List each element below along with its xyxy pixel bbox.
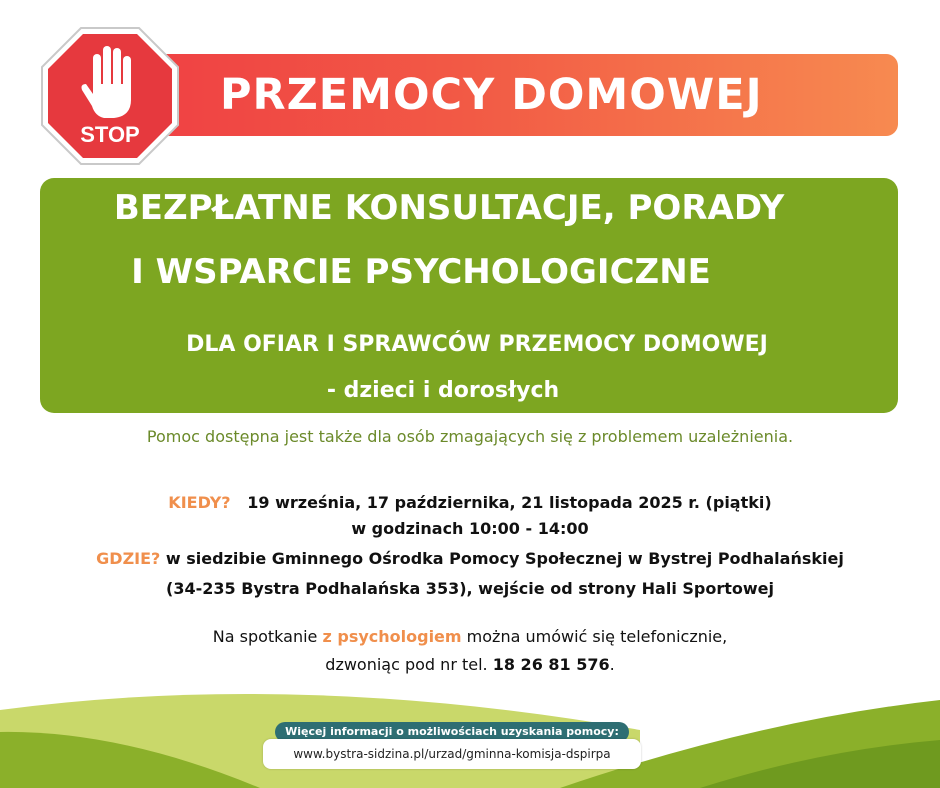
contact-highlight: z psychologiem [322, 627, 462, 646]
help-note: Pomoc dostępna jest także dla osób zmagających się z problemem uzależnienia. [146, 427, 794, 446]
hours-line: w godzinach 10:00 - 14:00 [351, 519, 589, 538]
headline-line-1: BEZPŁATNE KONSULTACJE, PORADY [113, 188, 785, 228]
more-info-label: Więcej informacji o możliwościach uzyskania pomocy: [275, 722, 629, 742]
contact-line2-suffix: . [609, 655, 615, 674]
audience-line: DLA OFIAR I SPRAWCÓW PRZEMOCY DOMOWEJ [186, 332, 768, 357]
banner-title: PRZEMOCY DOMOWEJ [220, 70, 763, 120]
stop-sign-icon [40, 26, 180, 166]
contact-suffix: można umówić się telefonicznie, [461, 627, 728, 646]
when-line [0, 490, 940, 516]
contact-prefix: Na spotkanie [212, 627, 323, 646]
contact-line-1 [0, 624, 940, 650]
audience-subline: - dzieci i dorosłych [326, 378, 560, 403]
when-dates: 19 września, 17 października, 21 listopada 2025 r. (piątki) [247, 493, 772, 512]
info-url-link[interactable]: www.bystra-sidzina.pl/urzad/gminna-komisja-dspirpa [263, 739, 641, 769]
when-label: KIEDY? [168, 493, 231, 512]
where-line [0, 546, 940, 572]
contact-line2-prefix: dzwoniąc pod nr tel. [325, 655, 493, 674]
headline-line-2: I WSPARCIE PSYCHOLOGICZNE [131, 252, 711, 292]
stop-label: STOP [80, 122, 140, 147]
where-place: w siedzibie Gminnego Ośrodka Pomocy Społecznej w Bystrej Podhalańskiej [165, 549, 844, 568]
phone-number: 18 26 81 576 [492, 655, 610, 674]
address-line: (34-235 Bystra Podhalańska 353), wejście od strony Hali Sportowej [166, 579, 774, 598]
where-label: GDZIE? [96, 549, 161, 568]
